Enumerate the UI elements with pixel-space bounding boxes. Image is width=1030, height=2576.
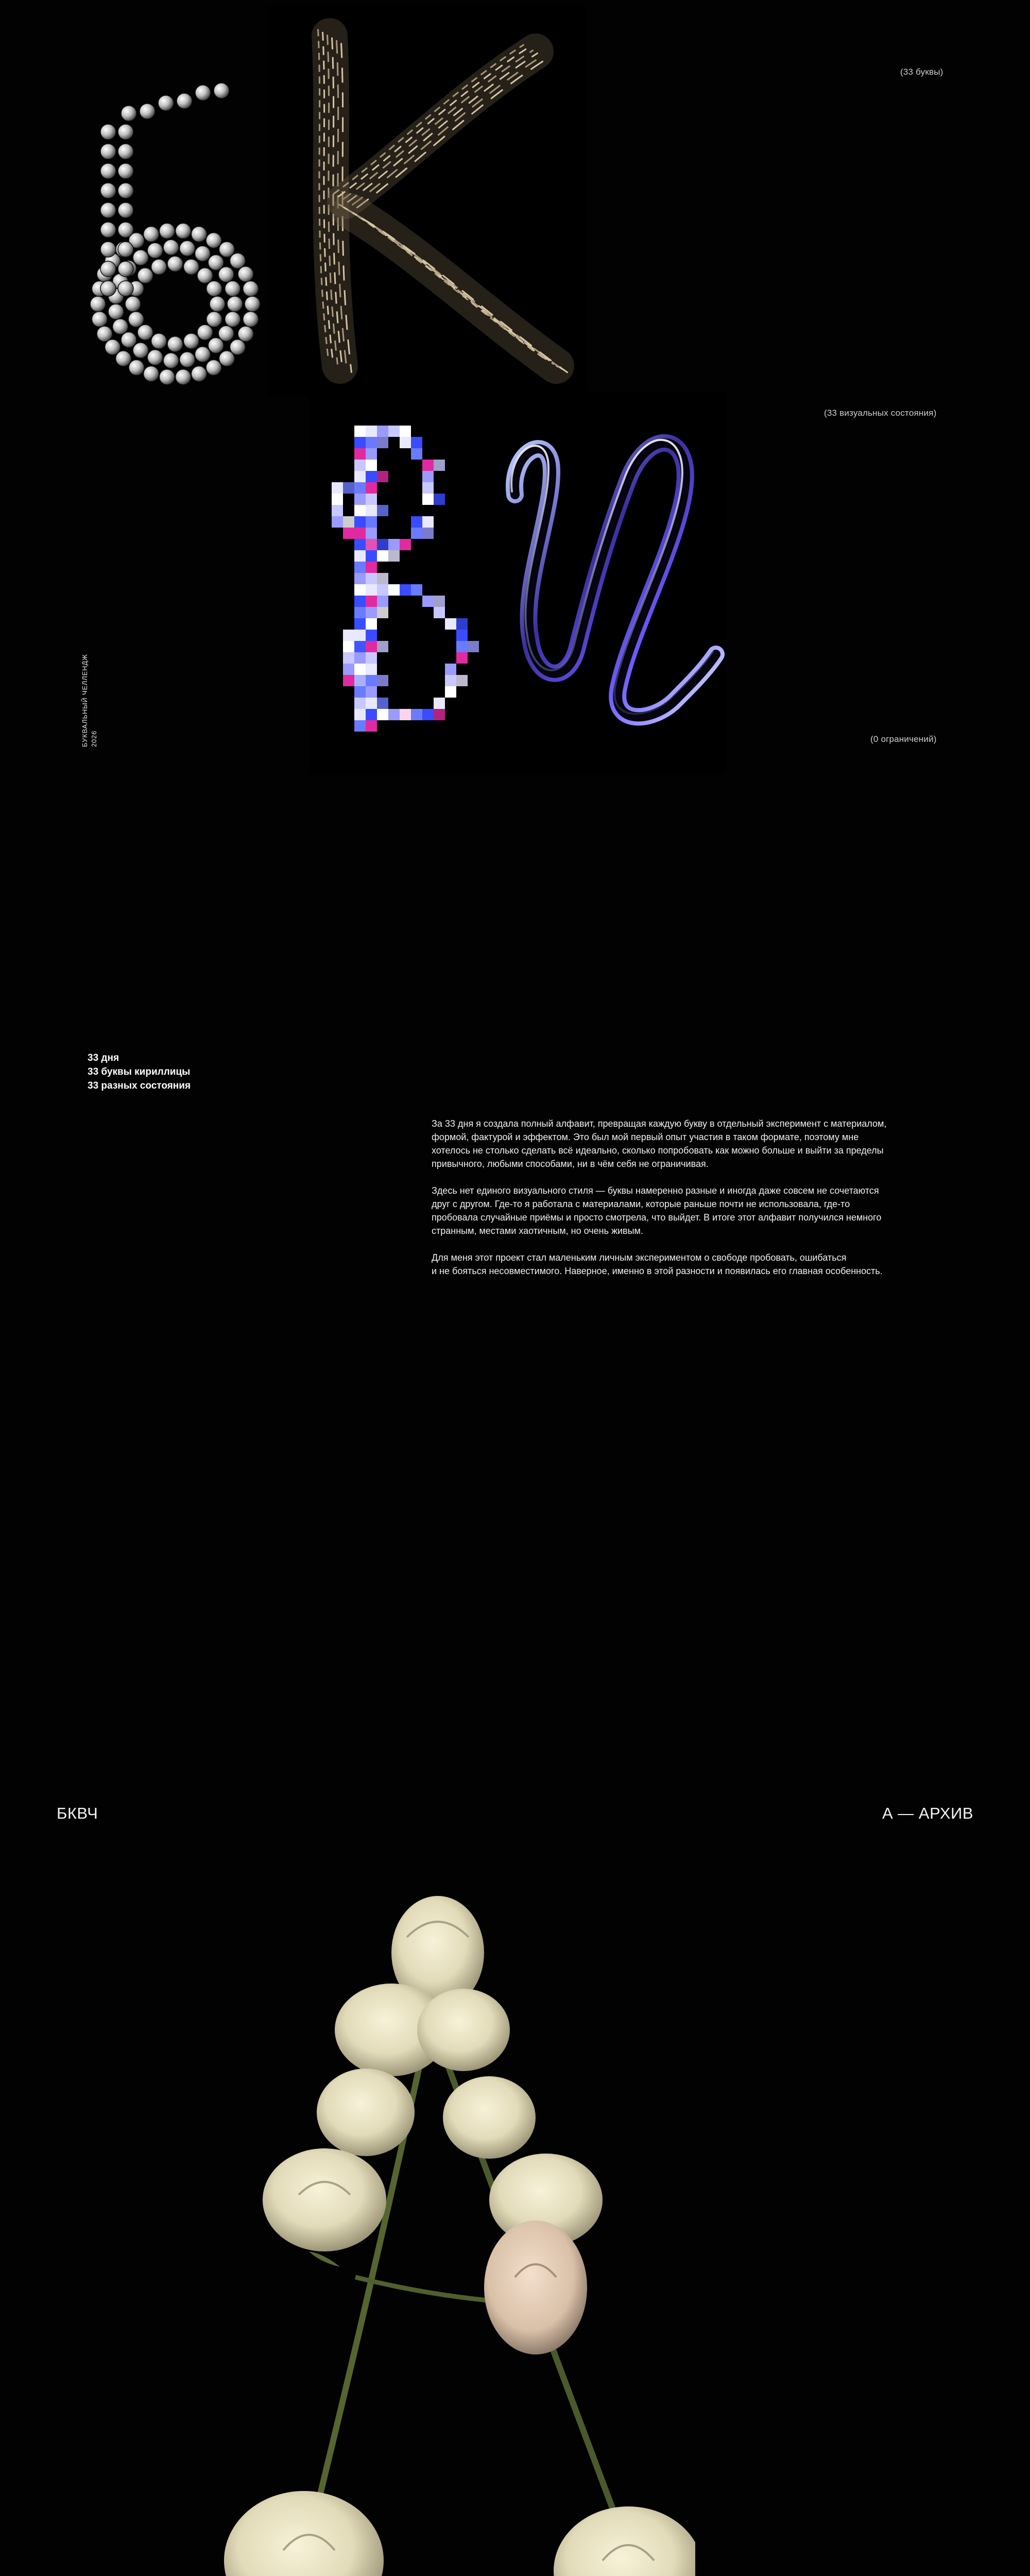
rose-cluster bbox=[224, 1896, 695, 2576]
stats-block bbox=[88, 1051, 191, 1093]
description-line: формой, фактурой и эффектом. Это был мой первый опыт участия в таком формате, поэтому мне bbox=[432, 1132, 859, 1142]
letter-ch-glass bbox=[500, 392, 726, 773]
letter-b-rhinestone bbox=[77, 67, 273, 397]
stat-letters: 33 буквы кириллицы bbox=[88, 1066, 191, 1077]
caption-limits: (0 ограничений) bbox=[870, 734, 937, 744]
description-line: странным, местами хаотичным, но очень живым. bbox=[432, 1226, 643, 1236]
brand-wordmark: БКВЧ bbox=[57, 1804, 98, 1822]
caption-visual-states: (33 визуальных состояния) bbox=[824, 408, 937, 418]
vertical-title-text: БУКВАЛЬНЫЙ ЧЕЛЛЕНДЖ bbox=[81, 654, 89, 747]
description-paragraph-3 bbox=[432, 1251, 947, 1278]
description-line: друг с другом. Где-то я работала с материалами, которые раньше почти не использовала, где-то bbox=[432, 1199, 850, 1209]
description-line: хотелось не столько сделать всё идеально, сколько попробовать как можно больше и выйти за пределы bbox=[432, 1145, 884, 1156]
description-line: Здесь нет единого визуального стиля — буквы намеренно разные и иногда даже совсем не сочетаются bbox=[432, 1185, 879, 1196]
vertical-year-text: 2026 bbox=[90, 730, 98, 747]
letter-k-crochet bbox=[268, 5, 587, 397]
letter-v-pixel bbox=[309, 392, 505, 773]
stat-days: 33 дня bbox=[88, 1053, 119, 1063]
vertical-project-title bbox=[80, 623, 99, 747]
letter-a-flowers bbox=[221, 1875, 695, 2576]
description-line: Для меня этот проект стал маленьким личным экспериментом о свободе пробовать, ошибаться bbox=[432, 1252, 847, 1263]
flower-leaf bbox=[309, 2251, 340, 2267]
description-paragraph-1 bbox=[432, 1117, 947, 1171]
description-line: За 33 дня я создала полный алфавит, превращая каждую букву в отдельный эксперимент с материалом, bbox=[432, 1118, 887, 1129]
project-description bbox=[432, 1117, 947, 1291]
description-line: привычного, любыми способами, ни в чём себя не ограничивая. bbox=[432, 1159, 709, 1169]
caption-letters-count: (33 буквы) bbox=[900, 67, 943, 77]
description-line: и не бояться несовместимого. Наверное, именно в этой разности и появилась его главная особенность. bbox=[432, 1266, 883, 1276]
description-line: пробовала случайные приёмы и просто смотрела, что выйдет. В итоге этот алфавит получился немного bbox=[432, 1212, 882, 1223]
archive-heading: А — АРХИВ bbox=[882, 1804, 973, 1822]
stat-states: 33 разных состояния bbox=[88, 1080, 191, 1091]
description-paragraph-2 bbox=[432, 1184, 947, 1238]
